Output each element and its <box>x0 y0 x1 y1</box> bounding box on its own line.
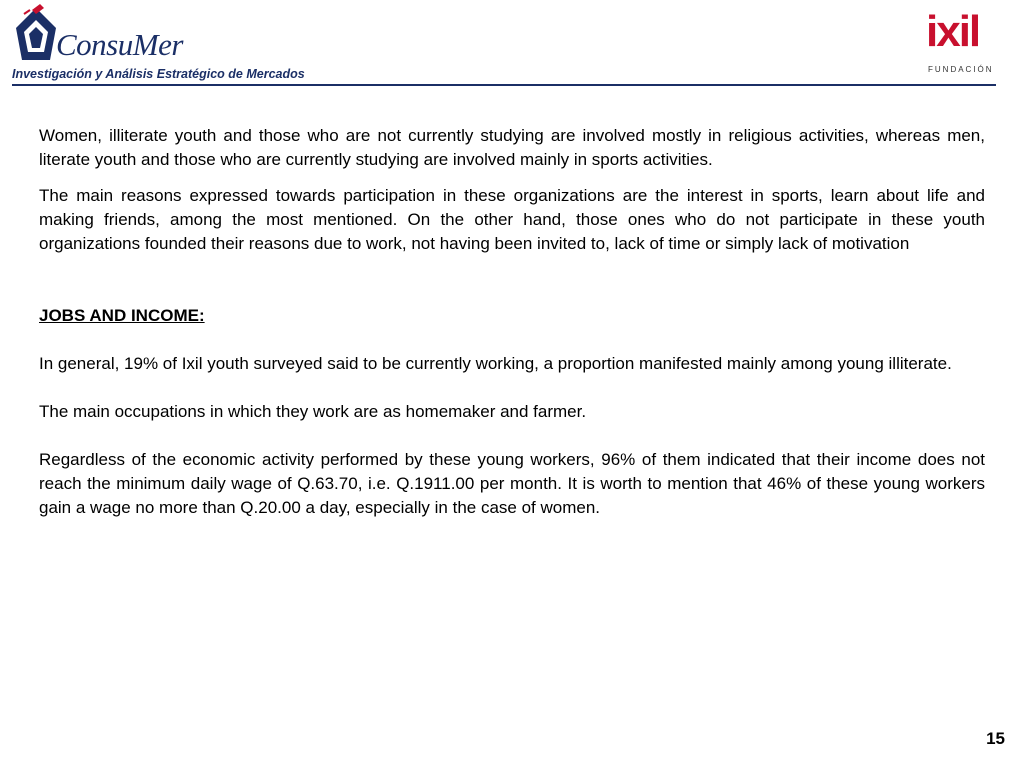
spacer <box>39 376 985 400</box>
ixil-subtitle: FUNDACIÓN <box>928 65 994 74</box>
pentagon-house-icon <box>10 2 62 66</box>
slide-header <box>0 0 1024 92</box>
paragraph-income: Regardless of the economic activity performed by these young workers, 96% of them indicated that their income does not reach the minimum daily wage of Q.63.70, i.e. Q.1911.00 per month. It is worth to mention that 46% of these young workers gain a wage no more than Q.20.00 a day, especially in the case of women. <box>39 450 985 517</box>
spacer <box>39 256 985 304</box>
ixil-brand-name: ixil <box>926 7 980 56</box>
paragraph-participation: Women, illiterate youth and those who are not currently studying are involved mostly in religious activities, whereas men, literate youth and those who are currently studying are involved mainly in sports activities. <box>39 126 985 169</box>
paragraph-working-youth: In general, 19% of Ixil youth surveyed said to be currently working, a proportion manifested mainly among young illiterate. <box>39 354 952 373</box>
consumer-tagline: Investigación y Análisis Estratégico de Mercados <box>12 67 305 81</box>
page-number: 15 <box>986 729 1005 748</box>
paragraph-reasons: The main reasons expressed towards participation in these organizations are the interest in sports, learn about life and making friends, among the most mentioned. On the other hand, those ones who do not participate in these youth organizations founded their reasons due to work, not having been invited to, lack of time or simply lack of motivation <box>39 186 985 253</box>
ixil-foundation-logo <box>922 8 1002 78</box>
header-divider <box>12 84 996 86</box>
slide-body <box>39 124 985 520</box>
spacer <box>39 328 985 352</box>
spacer <box>39 424 985 448</box>
consumer-brand-name: ConsuMer <box>56 27 183 62</box>
section-heading-jobs-income: JOBS AND INCOME: <box>39 306 205 325</box>
consumer-logo <box>10 2 310 84</box>
paragraph-occupations: The main occupations in which they work are as homemaker and farmer. <box>39 402 587 421</box>
